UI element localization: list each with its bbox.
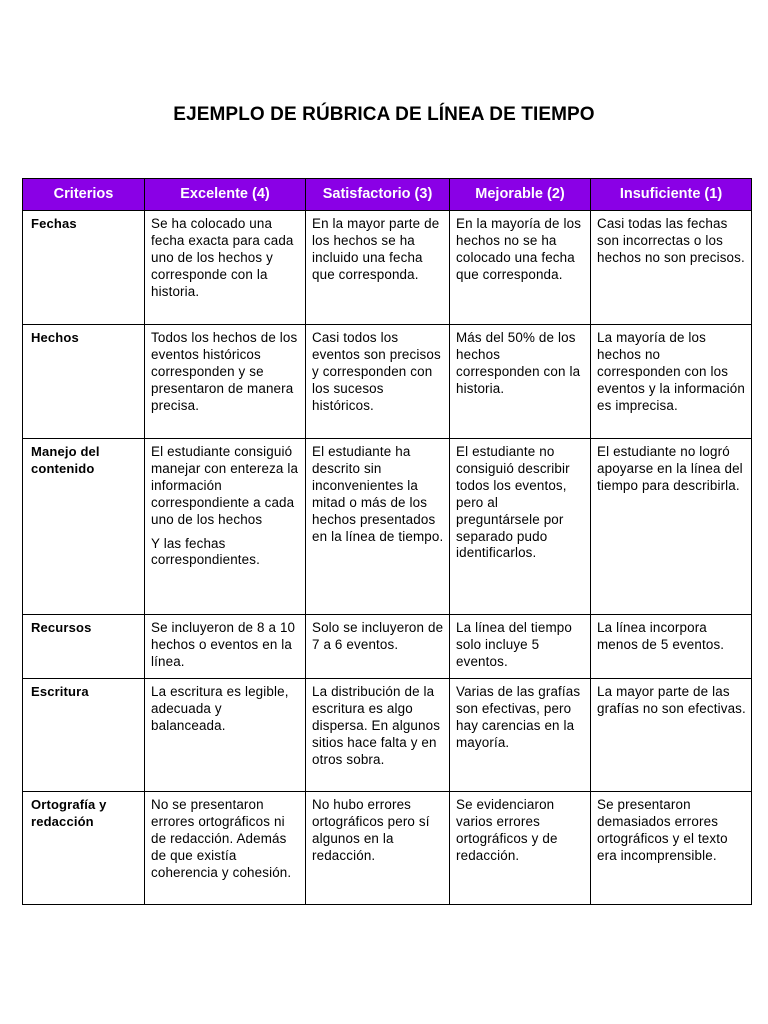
table-row [23,211,752,325]
cell-satisfactorio: Casi todos los eventos son precisos y corresponden con los sucesos históricos. [306,325,450,439]
header-excelente: Excelente (4) [145,179,306,211]
cell-satisfactorio: Solo se incluyeron de 7 a 6 eventos. [306,615,450,679]
criterion-cell: Recursos [23,615,145,679]
cell-excelente: Se incluyeron de 8 a 10 hechos o eventos en la línea. [145,615,306,679]
document-title: EJEMPLO DE RÚBRICA DE LÍNEA DE TIEMPO [173,104,595,125]
cell-excelente [145,439,306,615]
header-insuficiente: Insuficiente (1) [591,179,752,211]
cell-excelente: Todos los hechos de los eventos históricos corresponden y se presentaron de manera precisa. [145,325,306,439]
table-row [23,325,752,439]
cell-satisfactorio: El estudiante ha descrito sin inconvenientes la mitad o más de los hechos presentados en la línea de tiempo. [306,439,450,615]
cell-excelente: La escritura es legible, adecuada y balanceada. [145,679,306,792]
header-mejorable: Mejorable (2) [450,179,591,211]
table-row [23,615,752,679]
cell-mejorable: Más del 50% de los hechos corresponden con la historia. [450,325,591,439]
cell-excelente: Se ha colocado una fecha exacta para cada uno de los hechos y corresponde con la historia. [145,211,306,325]
criterion-cell: Escritura [23,679,145,792]
criterion-cell: Ortografía y redacción [23,792,145,905]
cell-mejorable: En la mayoría de los hechos no se ha colocado una fecha que corresponda. [450,211,591,325]
cell-satisfactorio: No hubo errores ortográficos pero sí algunos en la redacción. [306,792,450,905]
cell-insuficiente: La mayor parte de las grafías no son efectivas. [591,679,752,792]
cell-mejorable: El estudiante no consiguió describir todos los eventos, pero al preguntársele por separado pudo identificarlos. [450,439,591,615]
cell-mejorable: La línea del tiempo solo incluye 5 eventos. [450,615,591,679]
criterion-cell: Fechas [23,211,145,325]
table-row [23,439,752,615]
cell-insuficiente: La mayoría de los hechos no corresponden con los eventos y la información es imprecisa. [591,325,752,439]
header-row [23,179,752,211]
cell-mejorable: Se evidenciaron varios errores ortográficos y de redacción. [450,792,591,905]
cell-insuficiente: Se presentaron demasiados errores ortográficos y el texto era incomprensible. [591,792,752,905]
criterion-cell: Hechos [23,325,145,439]
rubric-table [22,178,752,905]
header-satisfactorio: Satisfactorio (3) [306,179,450,211]
cell-insuficiente: El estudiante no logró apoyarse en la línea del tiempo para describirla. [591,439,752,615]
cell-satisfactorio: La distribución de la escritura es algo dispersa. En algunos sitios hace falta y en otros sobra. [306,679,450,792]
table-row [23,679,752,792]
criterion-cell: Manejo del contenido [23,439,145,615]
cell-excelente: No se presentaron errores ortográficos ni de redacción. Además de que existía coherencia y cohesión. [145,792,306,905]
cell-satisfactorio: En la mayor parte de los hechos se ha incluido una fecha que corresponda. [306,211,450,325]
cell-extra-text: Y las fechas correspondientes. [151,535,260,568]
cell-insuficiente: Casi todas las fechas son incorrectas o los hechos no son precisos. [591,211,752,325]
cell-insuficiente: La línea incorpora menos de 5 eventos. [591,615,752,679]
header-criterios: Criterios [23,179,145,211]
cell-mejorable: Varias de las grafías son efectivas, pero hay carencias en la mayoría. [450,679,591,792]
table-row [23,792,752,905]
cell-text: El estudiante consiguió manejar con entereza la información correspondiente a cada uno de los hechos [151,444,299,527]
